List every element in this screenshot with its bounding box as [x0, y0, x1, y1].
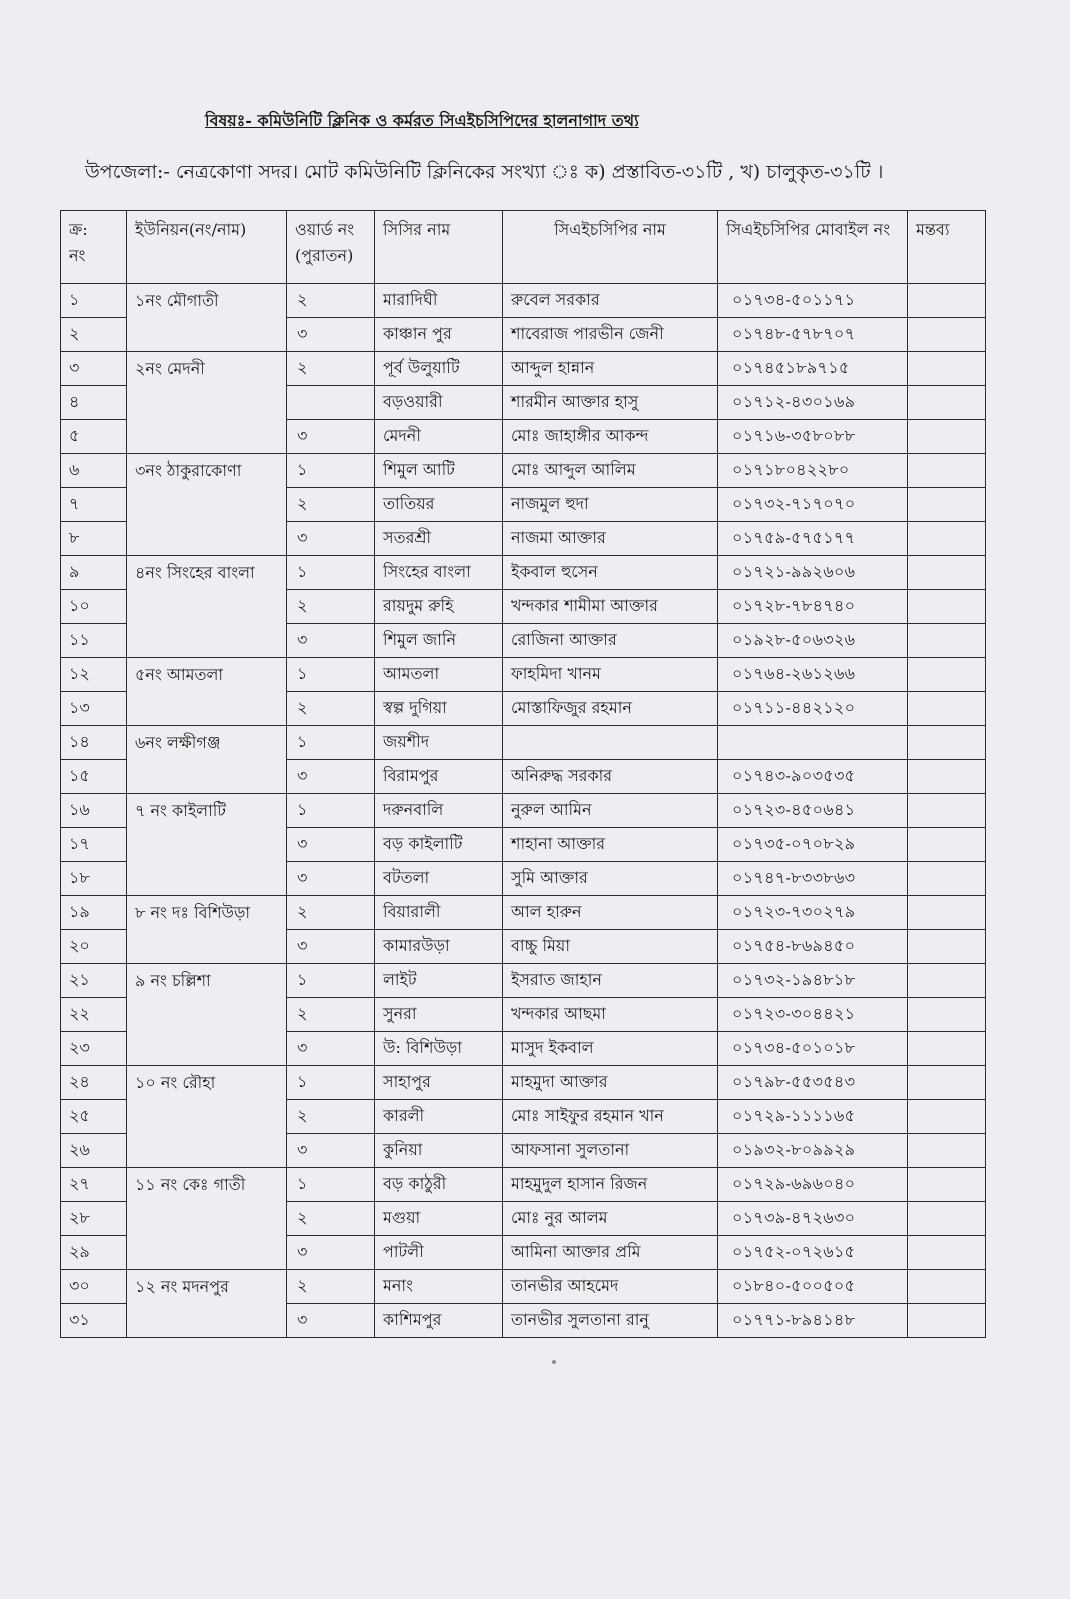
remarks-cell [908, 998, 986, 1032]
ward-cell: ১ [287, 1168, 375, 1202]
ward-cell [287, 386, 375, 420]
union-cell: ১নং মৌগাতী [127, 284, 287, 352]
chcp-name-cell: মোঃ জাহাঙ্গীর আকন্দ [503, 420, 718, 454]
cc-name-cell: তাতিয়র [375, 488, 503, 522]
header-row [61, 211, 986, 284]
cc-name-cell: দরুনবালি [375, 794, 503, 828]
chcp-mobile-cell: ০১৭৩৪-৫০১০১৮ [718, 1032, 908, 1066]
chcp-mobile-cell: ০১৭৭১-৮৯৪১৪৮ [718, 1304, 908, 1338]
ward-cell: ২ [287, 998, 375, 1032]
chcp-mobile-cell: ০১৭১৬-৩৫৮০৮৮ [718, 420, 908, 454]
chcp-mobile-cell: ০১৭২৩-৩০৪৪২১ [718, 998, 908, 1032]
ward-cell: ৩ [287, 828, 375, 862]
remarks-cell [908, 862, 986, 896]
cc-name-cell: সিংহের বাংলা [375, 556, 503, 590]
chcp-mobile-cell: ০১৭৪৫১৮৯৭১৫ [718, 352, 908, 386]
cc-name-cell: কাঞ্চান পুর [375, 318, 503, 352]
chcp-mobile-cell: ০১৭২৩-৭৩০২৭৯ [718, 896, 908, 930]
remarks-cell [908, 930, 986, 964]
chcp-mobile-cell: ০১৭৩৫-০৭০৮২৯ [718, 828, 908, 862]
chcp-mobile-cell: ০১৯৩২-৮০৯৯২৯ [718, 1134, 908, 1168]
ward-cell: ২ [287, 896, 375, 930]
stray-ink-dot [552, 1360, 556, 1364]
cc-name-cell: কামারউড়া [375, 930, 503, 964]
serial-cell: ৭ [61, 488, 127, 522]
chcp-name-cell: মোঃ আব্দুল আলিম [503, 454, 718, 488]
cc-name-cell: কুনিয়া [375, 1134, 503, 1168]
chcp-mobile-cell: ০১৭৫৯-৫৭৫১৭৭ [718, 522, 908, 556]
ward-cell: ৩ [287, 624, 375, 658]
chcp-mobile-cell: ০১৭৩২-১৯৪৮১৮ [718, 964, 908, 998]
chcp-mobile-cell: ০১৭২৩-৪৫০৬৪১ [718, 794, 908, 828]
serial-cell: ৩ [61, 352, 127, 386]
chcp-name-cell: আল হারুন [503, 896, 718, 930]
cc-name-cell: পাটলী [375, 1236, 503, 1270]
cc-name-cell: পূর্ব উলুয়াটি [375, 352, 503, 386]
serial-cell: ১ [61, 284, 127, 318]
remarks-cell [908, 828, 986, 862]
chcp-mobile-cell: ০১৭২৮-৭৮৪৭৪০ [718, 590, 908, 624]
ward-cell: ১ [287, 794, 375, 828]
ward-cell: ২ [287, 352, 375, 386]
table-row [61, 284, 986, 318]
union-cell: ২নং মেদনী [127, 352, 287, 454]
chcp-name-cell: আমিনা আক্তার প্রমি [503, 1236, 718, 1270]
cc-name-cell: বিরামপুর [375, 760, 503, 794]
document-title: বিষয়ঃ- কমিউনিটি ক্লিনিক ও কর্মরত সিএইচসিপিদের হালনাগাদ তথ্য [205, 111, 639, 130]
union-cell: ১০ নং রৌহা [127, 1066, 287, 1168]
remarks-cell [908, 1270, 986, 1304]
chcp-name-cell [503, 726, 718, 760]
cc-name-cell: রায়দুম রুহি [375, 590, 503, 624]
chcp-mobile-cell: ০১৭৩৯-৪৭২৬৩০ [718, 1202, 908, 1236]
chcp-name-cell: নুরুল আমিন [503, 794, 718, 828]
table-row [61, 556, 986, 590]
remarks-cell [908, 1134, 986, 1168]
ward-cell: ২ [287, 488, 375, 522]
chcp-name-cell: ইকবাল হুসেন [503, 556, 718, 590]
chcp-mobile-cell: ০১৭৫৪-৮৬৯৪৫০ [718, 930, 908, 964]
remarks-cell [908, 556, 986, 590]
serial-cell: ৪ [61, 386, 127, 420]
chcp-name-cell: মোঃ সাইফুর রহমান খান [503, 1100, 718, 1134]
ward-cell: ৩ [287, 522, 375, 556]
remarks-cell [908, 964, 986, 998]
header-chcp-name: সিএইচসিপির নাম [503, 211, 718, 284]
serial-cell: ২৩ [61, 1032, 127, 1066]
ward-cell: ৩ [287, 1304, 375, 1338]
chcp-mobile-cell: ০১৭১২-৪৩০১৬৯ [718, 386, 908, 420]
chcp-name-cell: অনিরুদ্ধ সরকার [503, 760, 718, 794]
serial-cell: ৫ [61, 420, 127, 454]
header-ward-line1: ওয়ার্ড নং [295, 220, 355, 239]
chcp-mobile-cell: ০১৯২৮-৫০৬৩২৬ [718, 624, 908, 658]
chcp-mobile-cell: ০১৭১৮০৪২২৮০ [718, 454, 908, 488]
chcp-mobile-cell: ০১৭৪৩-৯০৩৫৩৫ [718, 760, 908, 794]
cc-name-cell: সতরশ্রী [375, 522, 503, 556]
serial-cell: ২৭ [61, 1168, 127, 1202]
chcp-name-cell: শাহানা আক্তার [503, 828, 718, 862]
ward-cell: ৩ [287, 1236, 375, 1270]
header-ward [287, 211, 375, 284]
remarks-cell [908, 692, 986, 726]
chcp-name-cell: মোস্তাফিজুর রহমান [503, 692, 718, 726]
ward-cell: ৩ [287, 862, 375, 896]
cc-name-cell: বড় কাঠুরী [375, 1168, 503, 1202]
chcp-name-cell: রোজিনা আক্তার [503, 624, 718, 658]
serial-cell: ১২ [61, 658, 127, 692]
serial-cell: ২৬ [61, 1134, 127, 1168]
chcp-mobile-cell: ০১৭২১-৯৯২৬০৬ [718, 556, 908, 590]
chcp-name-cell: সুমি আক্তার [503, 862, 718, 896]
chcp-name-cell: তানভীর সুলতানা রানু [503, 1304, 718, 1338]
table-row [61, 352, 986, 386]
remarks-cell [908, 896, 986, 930]
serial-cell: ২ [61, 318, 127, 352]
table-row [61, 794, 986, 828]
ward-cell: ২ [287, 1270, 375, 1304]
remarks-cell [908, 590, 986, 624]
cc-name-cell: বিয়ারালী [375, 896, 503, 930]
ward-cell: ২ [287, 1202, 375, 1236]
table-row [61, 1066, 986, 1100]
ward-cell: ৩ [287, 1134, 375, 1168]
cc-name-cell: সুনরা [375, 998, 503, 1032]
serial-cell: ১০ [61, 590, 127, 624]
chcp-name-cell: আফসানা সুলতানা [503, 1134, 718, 1168]
ward-cell: ১ [287, 556, 375, 590]
table-body [61, 284, 986, 1338]
remarks-cell [908, 1236, 986, 1270]
serial-cell: ৮ [61, 522, 127, 556]
remarks-cell [908, 386, 986, 420]
table-row [61, 454, 986, 488]
cc-name-cell: স্বল্প দুগিয়া [375, 692, 503, 726]
ward-cell: ১ [287, 454, 375, 488]
ward-cell: ৩ [287, 930, 375, 964]
header-serial-line2: নং [69, 246, 86, 265]
table-row [61, 658, 986, 692]
remarks-cell [908, 420, 986, 454]
header-union: ইউনিয়ন(নং/নাম) [127, 211, 287, 284]
union-cell: ৭ নং কাইলাটি [127, 794, 287, 896]
chcp-mobile-cell: ০১৭১১-৪৪২১২০ [718, 692, 908, 726]
ward-cell: ২ [287, 284, 375, 318]
chcp-mobile-cell: ০১৭৪৭-৮৩৩৮৬৩ [718, 862, 908, 896]
remarks-cell [908, 488, 986, 522]
serial-cell: ১৩ [61, 692, 127, 726]
header-serial [61, 211, 127, 284]
chcp-name-cell: ইসরাত জাহান [503, 964, 718, 998]
table-row [61, 964, 986, 998]
chcp-name-cell: রুবেল সরকার [503, 284, 718, 318]
serial-cell: ১৯ [61, 896, 127, 930]
chcp-name-cell: মোঃ নুর আলম [503, 1202, 718, 1236]
ward-cell: ২ [287, 1100, 375, 1134]
remarks-cell [908, 352, 986, 386]
ward-cell: ১ [287, 726, 375, 760]
table-row [61, 1168, 986, 1202]
chcp-name-cell: খন্দকার শামীমা আক্তার [503, 590, 718, 624]
serial-cell: ৩১ [61, 1304, 127, 1338]
chcp-name-cell: নাজমা আক্তার [503, 522, 718, 556]
remarks-cell [908, 1168, 986, 1202]
chcp-mobile-cell: ০১৭৬৪-২৬১২৬৬ [718, 658, 908, 692]
chcp-mobile-cell: ০১৭৯৮-৫৫৩৫৪৩ [718, 1066, 908, 1100]
remarks-cell [908, 624, 986, 658]
serial-cell: ২২ [61, 998, 127, 1032]
remarks-cell [908, 726, 986, 760]
remarks-cell [908, 1304, 986, 1338]
chcp-mobile-cell: ০১৭২৯-৬৯৬০৪০ [718, 1168, 908, 1202]
remarks-cell [908, 318, 986, 352]
community-clinic-table [60, 210, 986, 1338]
chcp-name-cell: ফাহমিদা খানম [503, 658, 718, 692]
header-chcp-mobile: সিএইচসিপির মোবাইল নং [718, 211, 908, 284]
remarks-cell [908, 454, 986, 488]
remarks-cell [908, 522, 986, 556]
chcp-mobile-cell: ০১৭৩২-৭১৭০৭০ [718, 488, 908, 522]
cc-name-cell: কারলী [375, 1100, 503, 1134]
chcp-mobile-cell: ০১৮৪০-৫০০৫০৫ [718, 1270, 908, 1304]
remarks-cell [908, 658, 986, 692]
union-cell: ৬নং লক্ষীগঞ্জ [127, 726, 287, 794]
remarks-cell [908, 760, 986, 794]
ward-cell: ৩ [287, 318, 375, 352]
chcp-name-cell: মাসুদ ইকবাল [503, 1032, 718, 1066]
table-row [61, 726, 986, 760]
header-serial-line1: ক্র: [69, 220, 88, 239]
union-cell: ৮ নং দঃ বিশিউড়া [127, 896, 287, 964]
cc-name-cell: লাইট [375, 964, 503, 998]
cc-name-cell: মেদনী [375, 420, 503, 454]
serial-cell: ২০ [61, 930, 127, 964]
cc-name-cell: মনাং [375, 1270, 503, 1304]
union-cell: ১২ নং মদনপুর [127, 1270, 287, 1338]
table-row [61, 896, 986, 930]
cc-name-cell: বড় কাইলাটি [375, 828, 503, 862]
cc-name-cell: শিমুল জানি [375, 624, 503, 658]
serial-cell: ২৫ [61, 1100, 127, 1134]
serial-cell: ২৪ [61, 1066, 127, 1100]
union-cell: ৯ নং চল্লিশা [127, 964, 287, 1066]
chcp-name-cell: মাহমুদা আক্তার [503, 1066, 718, 1100]
union-cell: ৩নং ঠাকুরাকোণা [127, 454, 287, 556]
union-cell: ৫নং আমতলা [127, 658, 287, 726]
table-row [61, 1270, 986, 1304]
remarks-cell [908, 1032, 986, 1066]
serial-cell: ৬ [61, 454, 127, 488]
serial-cell: ১৭ [61, 828, 127, 862]
remarks-cell [908, 1100, 986, 1134]
header-remarks: মন্তব্য [908, 211, 986, 284]
cc-name-cell: শিমুল আটি [375, 454, 503, 488]
chcp-mobile-cell: ০১৭২৯-১১১১৬৫ [718, 1100, 908, 1134]
chcp-mobile-cell: ০১৭৩৪-৫০১১৭১ [718, 284, 908, 318]
chcp-name-cell: আব্দুল হান্নান [503, 352, 718, 386]
remarks-cell [908, 284, 986, 318]
serial-cell: ১৬ [61, 794, 127, 828]
ward-cell: ৩ [287, 760, 375, 794]
serial-cell: ১৮ [61, 862, 127, 896]
cc-name-cell: বড়ওয়ারী [375, 386, 503, 420]
ward-cell: ২ [287, 590, 375, 624]
chcp-mobile-cell [718, 726, 908, 760]
serial-cell: ৩০ [61, 1270, 127, 1304]
cc-name-cell: মগুয়া [375, 1202, 503, 1236]
remarks-cell [908, 794, 986, 828]
document-subtitle: উপজেলা:- নেত্রকোণা সদর। মোট কমিউনিটি ক্লিনিকের সংখ্যা ঃ ক) প্রস্তাবিত-৩১টি , খ) চালুকৃত-৩১টি । [85, 161, 884, 183]
ward-cell: ২ [287, 692, 375, 726]
chcp-name-cell: বাচ্চু মিয়া [503, 930, 718, 964]
chcp-name-cell: শারমীন আক্তার হাসু [503, 386, 718, 420]
serial-cell: ২৮ [61, 1202, 127, 1236]
serial-cell: ৯ [61, 556, 127, 590]
chcp-name-cell: তানভীর আহমেদ [503, 1270, 718, 1304]
table-header [61, 211, 986, 284]
chcp-name-cell: মাহমুদুল হাসান রিজন [503, 1168, 718, 1202]
cc-name-cell: সাহাপুর [375, 1066, 503, 1100]
header-cc-name: সিসির নাম [375, 211, 503, 284]
cc-name-cell: জয়শীদ [375, 726, 503, 760]
union-cell: ১১ নং কেঃ গাতী [127, 1168, 287, 1270]
ward-cell: ১ [287, 1066, 375, 1100]
remarks-cell [908, 1202, 986, 1236]
chcp-name-cell: খন্দকার আছমা [503, 998, 718, 1032]
remarks-cell [908, 1066, 986, 1100]
chcp-name-cell: শাবেরাজ পারভীন জেনী [503, 318, 718, 352]
cc-name-cell: মারাদিঘী [375, 284, 503, 318]
serial-cell: ২৯ [61, 1236, 127, 1270]
ward-cell: ৩ [287, 1032, 375, 1066]
cc-name-cell: উ: বিশিউড়া [375, 1032, 503, 1066]
union-cell: ৪নং সিংহের বাংলা [127, 556, 287, 658]
ward-cell: ১ [287, 964, 375, 998]
cc-name-cell: কাশিমপুর [375, 1304, 503, 1338]
serial-cell: ২১ [61, 964, 127, 998]
serial-cell: ১৫ [61, 760, 127, 794]
serial-cell: ১১ [61, 624, 127, 658]
ward-cell: ১ [287, 658, 375, 692]
header-ward-line2: (পুরাতন) [295, 246, 354, 265]
chcp-mobile-cell: ০১৭৫২-০৭২৬১৫ [718, 1236, 908, 1270]
chcp-mobile-cell: ০১৭৪৮-৫৭৮৭০৭ [718, 318, 908, 352]
cc-name-cell: আমতলা [375, 658, 503, 692]
serial-cell: ১৪ [61, 726, 127, 760]
cc-name-cell: বটতলা [375, 862, 503, 896]
chcp-name-cell: নাজমুল হুদা [503, 488, 718, 522]
ward-cell: ৩ [287, 420, 375, 454]
